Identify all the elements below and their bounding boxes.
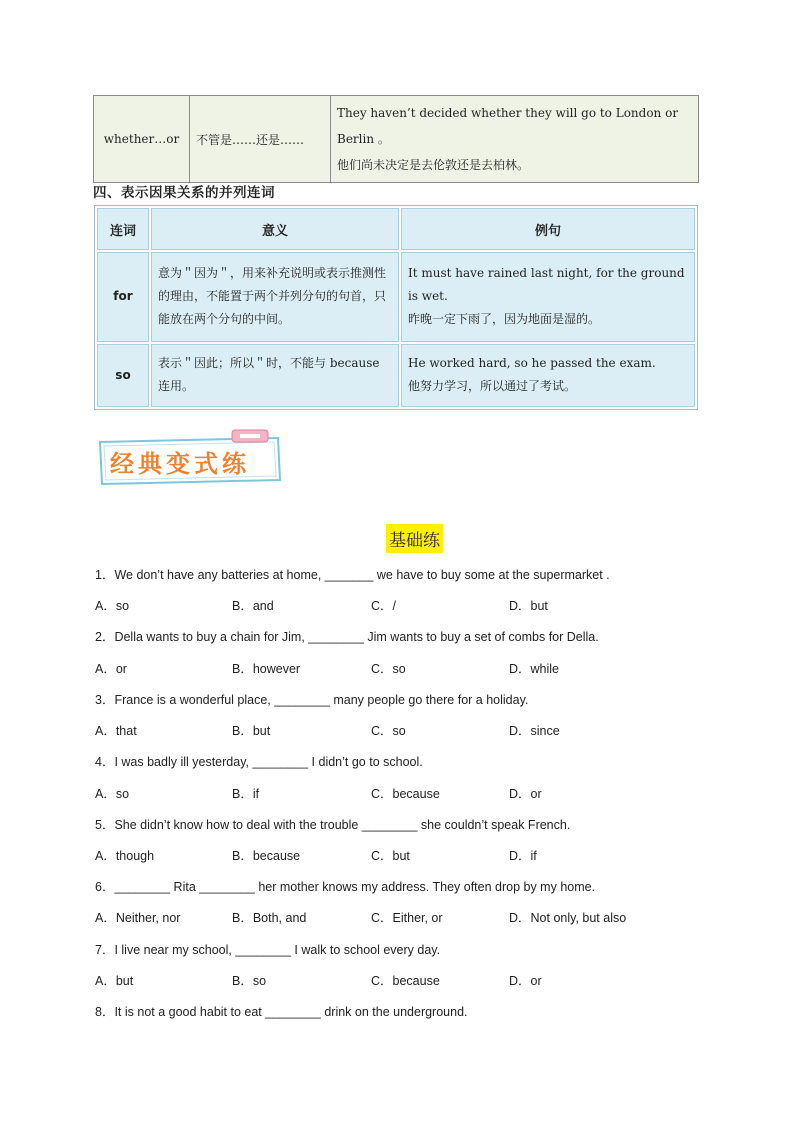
option-b: B．however (232, 662, 301, 676)
option-c: C．/ (371, 599, 397, 613)
header-conjunction: 连词 (97, 208, 149, 250)
table-row (94, 96, 699, 183)
practice-banner (94, 428, 284, 490)
option-c: C．Either, or (371, 911, 443, 925)
conjunction-meaning: 表示＂因此；所以＂时，不能与 because 连用。 (151, 344, 399, 407)
option-d: D．while (509, 662, 560, 676)
example-chinese: 他努力学习，所以通过了考试。 (408, 379, 577, 394)
option-d: D．Not only, but also (509, 911, 627, 925)
banner-title: 经典变式练 (110, 449, 250, 478)
question-stem: 4．I was badly ill yesterday, ________ I didn’t go to school. (95, 755, 423, 769)
option-c: C．because (371, 787, 440, 801)
conjunction-word: for (97, 252, 149, 342)
conjunction-word: so (97, 344, 149, 407)
option-b: B．if (232, 787, 260, 801)
question-stem: 5．She didn’t know how to deal with the trouble ________ she couldn’t speak French. (95, 818, 571, 832)
header-meaning: 意义 (151, 208, 399, 250)
option-a: A．or (95, 662, 127, 676)
header-example: 例句 (401, 208, 695, 250)
example-english: He worked hard, so he passed the exam. (408, 356, 656, 371)
option-a: A．but (95, 974, 134, 988)
conjunction-meaning: 不管是……还是…… (190, 96, 331, 183)
example-english: They haven’t decided whether they will go to London or Berlin 。 (337, 106, 679, 146)
option-a: A．so (95, 787, 130, 801)
table-header-row (97, 208, 695, 250)
conjunction-word: whether…or (94, 96, 190, 183)
causal-conjunction-table (94, 205, 698, 410)
question-stem: 1．We don’t have any batteries at home, _______ we have to buy some at the supermarket . (95, 568, 610, 582)
table-row (97, 252, 695, 342)
option-a: A．Neither, nor (95, 911, 181, 925)
option-a: A．that (95, 724, 137, 738)
question-stem: 2．Della wants to buy a chain for Jim, ________ Jim wants to buy a set of combs for Della. (95, 630, 599, 644)
option-b: B．but (232, 724, 271, 738)
option-c: C．because (371, 974, 440, 988)
option-b: B．Both, and (232, 911, 307, 925)
question-stem: 7．I live near my school, ________ I walk to school every day. (95, 943, 441, 957)
option-c: C．but (371, 849, 410, 863)
conjunction-example (401, 252, 695, 342)
question-stem: 8．It is not a good habit to eat ________ drink on the underground. (95, 1005, 468, 1019)
section-heading: 四、表示因果关系的并列连词 (93, 185, 275, 201)
option-c: C．so (371, 724, 406, 738)
option-d: D．or (509, 787, 542, 801)
conjunction-example (401, 344, 695, 407)
conjunction-example (331, 96, 699, 183)
conjunction-table-continued (93, 95, 699, 183)
option-b: B．and (232, 599, 274, 613)
example-chinese: 昨晚一定下雨了，因为地面是湿的。 (408, 312, 601, 327)
option-b: B．because (232, 849, 301, 863)
example-english: It must have rained last night, for the ground is wet. (408, 266, 685, 304)
option-d: D．since (509, 724, 560, 738)
question-stem: 3．France is a wonderful place, ________ many people go there for a holiday. (95, 693, 529, 707)
option-a: A．though (95, 849, 155, 863)
option-d: D．if (509, 849, 537, 863)
table-row (97, 344, 695, 407)
option-d: D．or (509, 974, 542, 988)
example-chinese: 他们尚未决定是去伦敦还是去柏林。 (337, 158, 530, 172)
option-c: C．so (371, 662, 406, 676)
option-b: B．so (232, 974, 267, 988)
option-a: A．so (95, 599, 130, 613)
option-d: D．but (509, 599, 548, 613)
question-stem: 6．________ Rita ________ her mother knows my address. They often drop by my home. (95, 880, 596, 894)
section-subtitle: 基础练 (386, 524, 443, 553)
conjunction-meaning: 意为＂因为＂，用来补充说明或表示推测性的理由，不能置于两个并列分句的句首，只能放在两个分句的中间。 (151, 252, 399, 342)
